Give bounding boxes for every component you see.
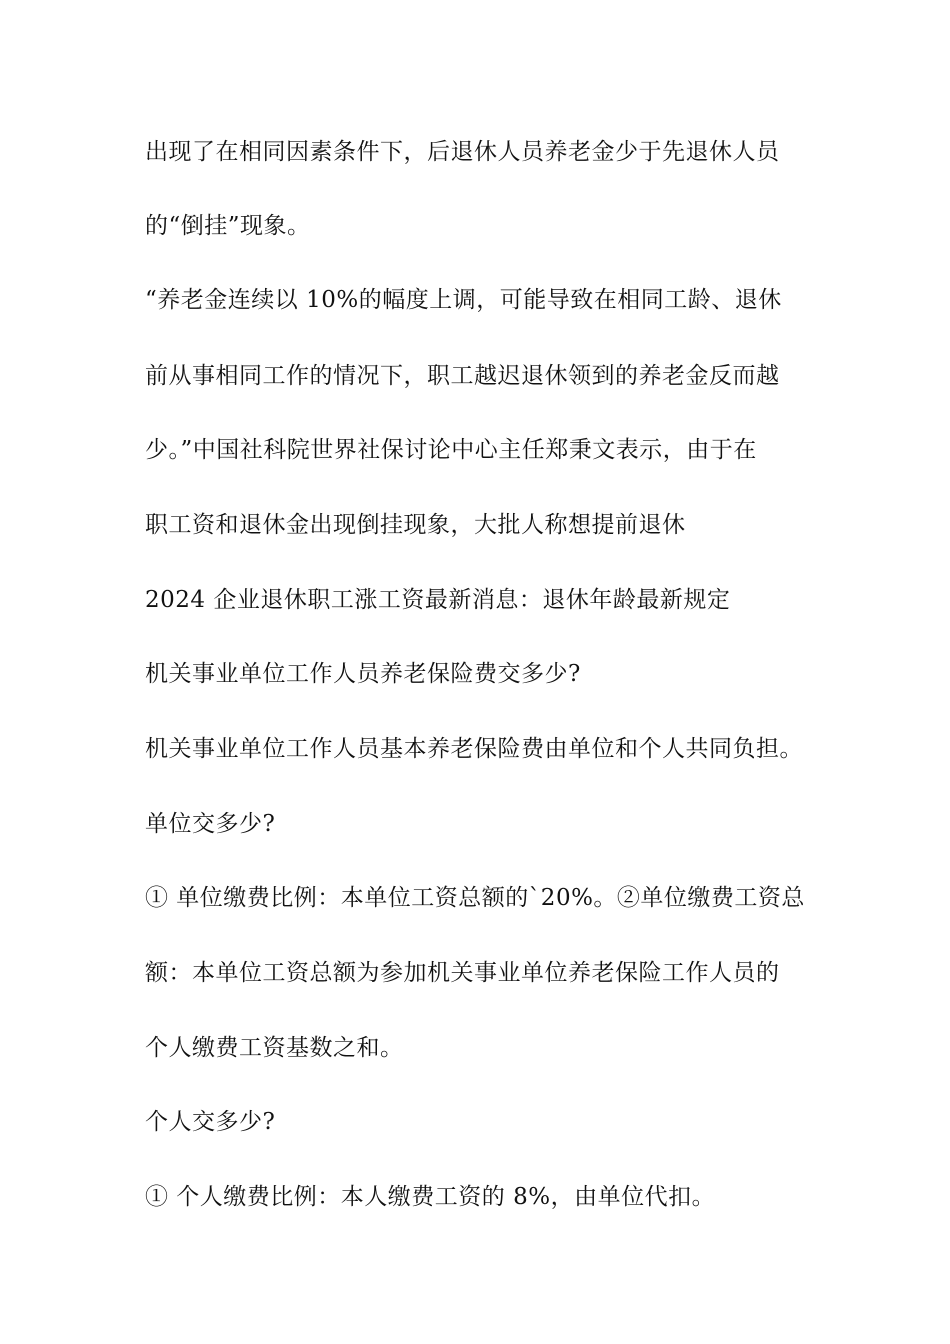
answer-line-3: 额：本单位工资总额为参加机关事业单位养老保险工作人员的 [145, 960, 780, 986]
paragraph-line-1: 出现了在相同因素条件下，后退休人员养老金少于先退休人员 [145, 139, 780, 165]
heading-line: 2024 企业退休职工涨工资最新消息：退休年龄最新规定 [145, 587, 731, 613]
question-line-1: 机关事业单位工作人员养老保险费交多少? [145, 661, 581, 687]
paragraph-line-5: 少。”中国社科院世界社保讨论中心主任郑秉文表示，由于在 [145, 437, 757, 463]
paragraph-line-3: “养老金连续以 10%的幅度上调，可能导致在相同工龄、退休 [145, 287, 782, 313]
paragraph-line-4: 前从事相同工作的情况下，职工越迟退休领到的养老金反而越 [145, 363, 780, 389]
answer-line-5: ① 个人缴费比例：本人缴费工资的 8%，由单位代扣。 [145, 1184, 716, 1210]
question-line-2: 单位交多少? [145, 811, 276, 837]
answer-line-4: 个人缴费工资基数之和。 [145, 1035, 404, 1061]
paragraph-line-6: 职工资和退休金出现倒挂现象，大批人称想提前退休 [145, 512, 686, 538]
paragraph-line-2: 的“倒挂”现象。 [145, 213, 311, 239]
answer-line-2: ① 单位缴费比例：本单位工资总额的`20%。②单位缴费工资总 [145, 885, 805, 911]
question-line-3: 个人交多少? [145, 1109, 276, 1135]
answer-line-1: 机关事业单位工作人员基本养老保险费由单位和个人共同负担。 [145, 736, 803, 762]
